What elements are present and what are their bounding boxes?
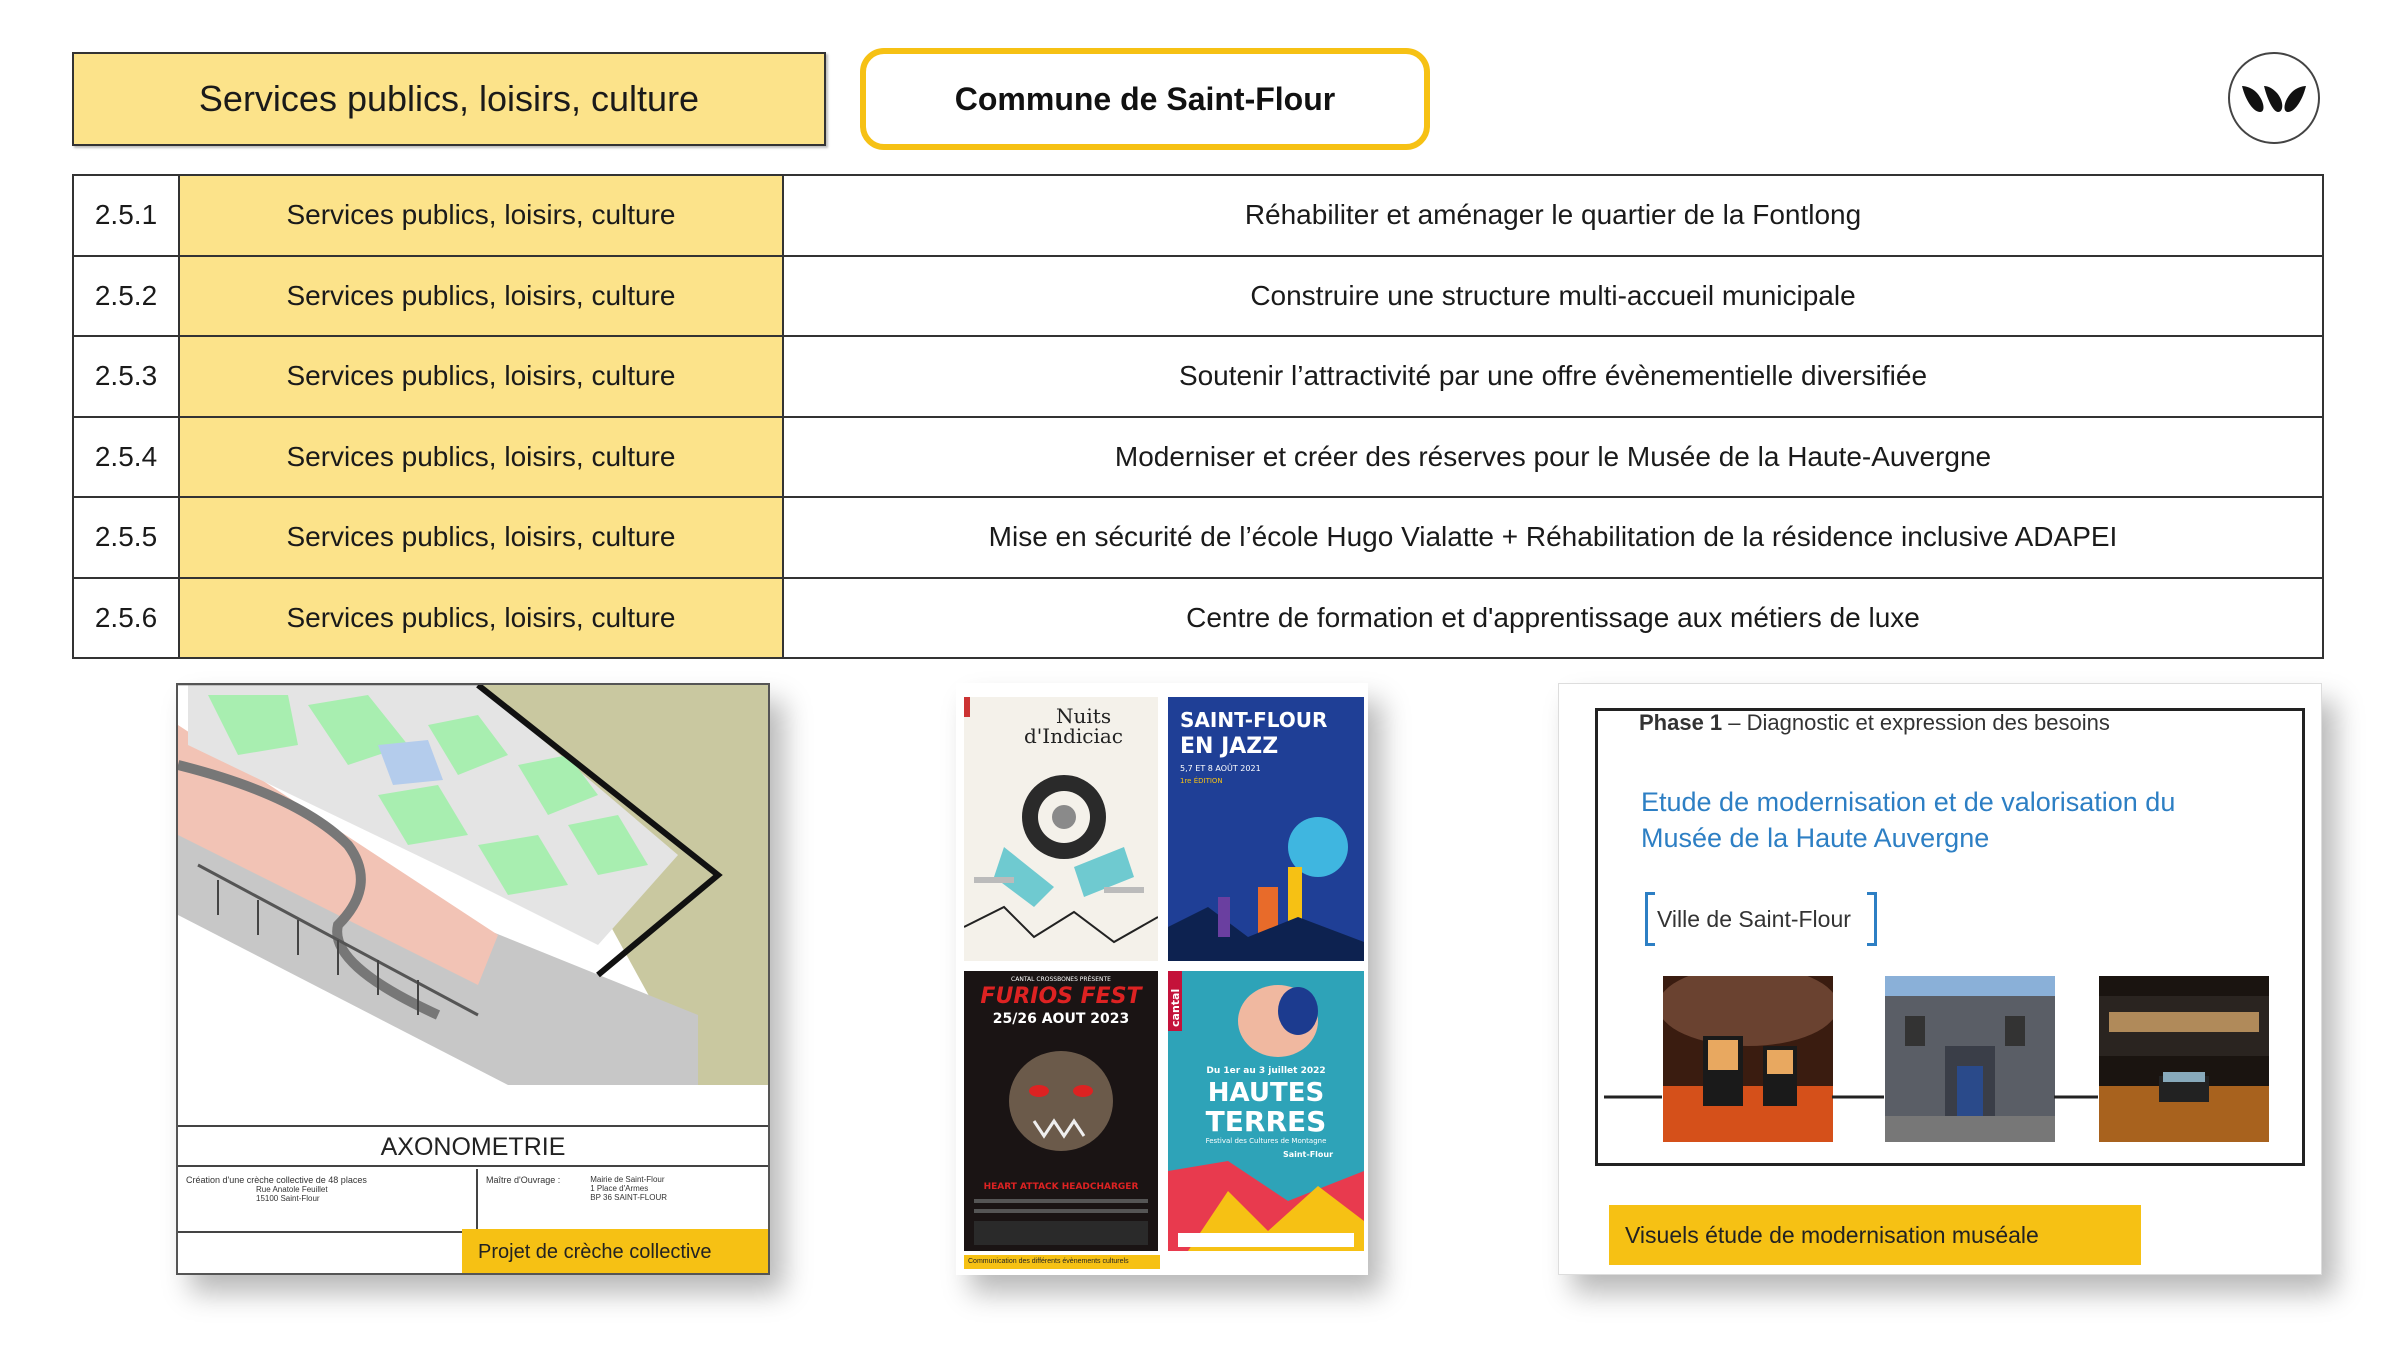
- poster-artwork: [1168, 697, 1364, 961]
- poster-artwork: [964, 971, 1158, 1251]
- poster-title: TERRES: [1205, 1105, 1327, 1138]
- table-row: [73, 336, 2323, 417]
- table-row: [73, 417, 2323, 498]
- action-number: 2.5.6: [73, 578, 179, 659]
- poster-dates: Du 1er au 3 juillet 2022: [1206, 1066, 1326, 1076]
- poster-city: Saint-Flour: [1282, 1150, 1334, 1159]
- poster-artwork: [964, 697, 1158, 961]
- museum-study-heading: Etude de modernisation et de valorisation du Musée de la Haute Auvergne: [1641, 787, 2176, 853]
- action-description: Mise en sécurité de l’école Hugo Vialatte + Réhabilitation de la résidence inclusive ADAPEI: [783, 497, 2323, 578]
- poster-brand: cantal: [1169, 988, 1182, 1027]
- table-row: [73, 578, 2323, 659]
- phase-title: Phase 1 – Diagnostic et expression des besoins: [1639, 710, 2110, 735]
- brand-logo: [2228, 52, 2320, 144]
- poster-bands: HEART ATTACK HEADCHARGER: [983, 1182, 1139, 1192]
- action-number: 2.5.3: [73, 336, 179, 417]
- owner-info: Maître d'Ouvrage : Mairie de Saint-Flour 1 Place d'Armes BP 36 SAINT-FLOUR: [478, 1169, 768, 1233]
- creche-caption: Projet de crèche collective: [462, 1229, 768, 1275]
- section-title: Services publics, loisirs, culture: [72, 52, 826, 146]
- poster-saint-flour-jazz: [1168, 697, 1364, 961]
- museum-study-panel: [1558, 683, 2322, 1275]
- poster-title: HAUTES: [1207, 1078, 1325, 1108]
- poster-dates: 25/26 AOUT 2023: [992, 1011, 1130, 1027]
- poster-artwork: [1168, 971, 1364, 1251]
- poster-subtitle: Festival des Cultures de Montagne: [1205, 1137, 1327, 1145]
- poster-furios-fest: [964, 971, 1158, 1251]
- action-description: Moderniser et créer des réserves pour le Musée de la Haute-Auvergne: [783, 417, 2323, 498]
- museum-photo-facade: [1885, 976, 2055, 1142]
- action-number: 2.5.2: [73, 256, 179, 337]
- commune-title: Commune de Saint-Flour: [860, 48, 1430, 150]
- creche-axonometry-panel: [176, 683, 770, 1275]
- poster-dates: 5,7 ET 8 AOÛT 2021: [1180, 764, 1261, 773]
- action-category: Services publics, loisirs, culture: [179, 256, 783, 337]
- museum-photo-interior: [1663, 976, 1833, 1142]
- poster-title: Nuits: [1056, 704, 1112, 728]
- museum-photo-gallery: [2099, 976, 2269, 1142]
- poster-nuits-indiciac: [964, 697, 1158, 961]
- table-row: [73, 256, 2323, 337]
- bracket-right-icon: [1867, 892, 1877, 946]
- action-number: 2.5.4: [73, 417, 179, 498]
- axonometry-drawing: [178, 685, 768, 1125]
- ville-label: Ville de Saint-Flour: [1657, 906, 1851, 932]
- action-category: Services publics, loisirs, culture: [179, 417, 783, 498]
- poster-title: SAINT-FLOUR: [1180, 708, 1328, 732]
- actions-table: [72, 174, 2324, 659]
- action-category: Services publics, loisirs, culture: [179, 578, 783, 659]
- action-description: Centre de formation et d'apprentissage aux métiers de luxe: [783, 578, 2323, 659]
- table-row: [73, 175, 2323, 256]
- action-description: Soutenir l’attractivité par une offre évènementielle diversifiée: [783, 336, 2323, 417]
- action-number: 2.5.1: [73, 175, 179, 256]
- action-description: Réhabiliter et aménager le quartier de la Fontlong: [783, 175, 2323, 256]
- action-number: 2.5.5: [73, 497, 179, 578]
- project-info: Création d'une crèche collective de 48 places Rue Anatole Feuillet 15100 Saint-Flour: [178, 1169, 478, 1233]
- museum-caption: Visuels étude de modernisation muséale: [1609, 1205, 2141, 1265]
- event-posters-panel: [956, 683, 1368, 1275]
- action-category: Services publics, loisirs, culture: [179, 175, 783, 256]
- posters-caption: Communication des différents évènements culturels: [964, 1255, 1160, 1269]
- table-row: [73, 497, 2323, 578]
- action-description: Construire une structure multi-accueil municipale: [783, 256, 2323, 337]
- action-category: Services publics, loisirs, culture: [179, 336, 783, 417]
- poster-title: d'Indiciac: [1024, 724, 1124, 748]
- drawing-title: AXONOMETRIE: [178, 1127, 768, 1167]
- action-category: Services publics, loisirs, culture: [179, 497, 783, 578]
- poster-title: EN JAZZ: [1180, 734, 1279, 759]
- bracket-left-icon: [1645, 892, 1655, 946]
- poster-edition: 1re ÉDITION: [1180, 777, 1223, 785]
- leaves-logo-icon: [2238, 78, 2310, 118]
- poster-title: FURIOS FEST: [980, 984, 1142, 1009]
- poster-presenter: CANTAL CROSSBONES PRÉSENTE: [1011, 976, 1111, 983]
- poster-hautes-terres: [1168, 971, 1364, 1251]
